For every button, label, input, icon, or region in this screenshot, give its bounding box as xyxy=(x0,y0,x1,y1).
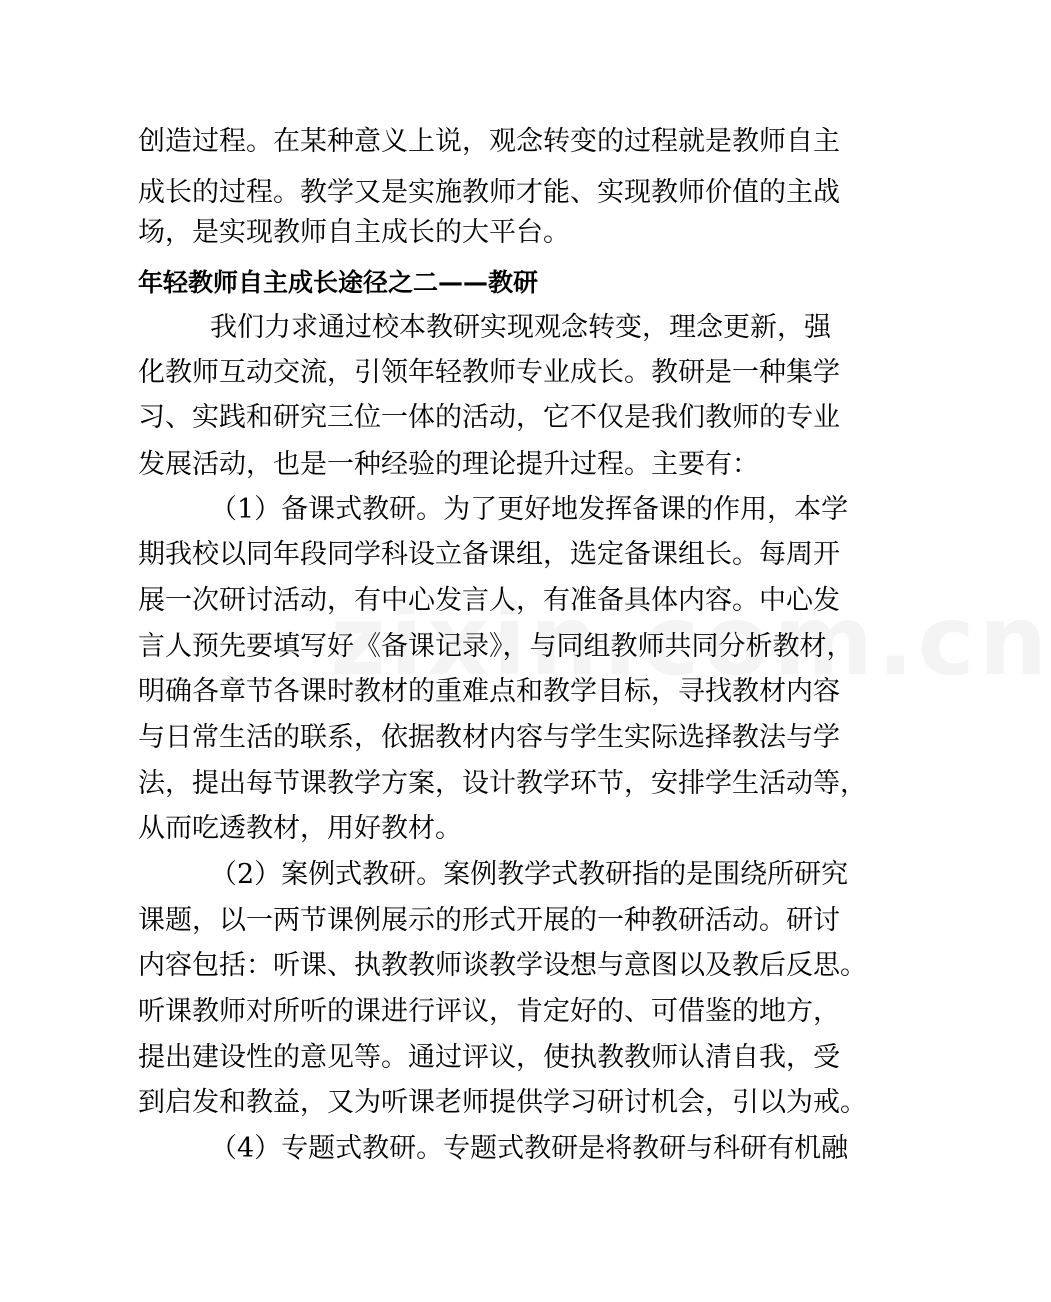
paragraph-line: 习、实践和研究三位一体的活动，它不仅是我们教师的专业 xyxy=(138,402,840,433)
paragraph-line: 场，是实现教师自主成长的大平台。 xyxy=(138,217,570,248)
paragraph-line: 从而吃透教材，用好教材。 xyxy=(138,813,462,844)
paragraph-line: 与日常生活的联系，依据教材内容与学生实际选择教法与学 xyxy=(138,722,840,753)
paragraph-line: （1）备课式教研。为了更好地发挥备课的作用，本学 xyxy=(210,494,849,525)
section-heading: 年轻教师自主成长途径之二——教研 xyxy=(138,268,539,297)
paragraph-line: 展一次研讨活动，有中心发言人，有准备具体内容。中心发 xyxy=(138,585,840,616)
paragraph-line: 课题，以一两节课例展示的形式开展的一种教研活动。研讨 xyxy=(138,905,840,936)
paragraph-line: 成长的过程。教学又是实施教师才能、实现教师价值的主战 xyxy=(138,177,840,208)
paragraph-line: 明确各章节各课时教材的重难点和教学目标，寻找教材内容 xyxy=(138,676,840,707)
paragraph-line: 到启发和教益，又为听课老师提供学习研讨机会，引以为戒。 xyxy=(138,1087,867,1118)
paragraph-line: 提出建设性的意见等。通过评议，使执教教师认清自我，受 xyxy=(138,1042,840,1073)
paragraph-line: 我们力求通过校本教研实现观念转变，理念更新，强 xyxy=(210,312,831,343)
paragraph-line: （4）专题式教研。专题式教研是将教研与科研有机融 xyxy=(210,1133,849,1164)
paragraph-line: 化教师互动交流，引领年轻教师专业成长。教研是一种集学 xyxy=(138,357,840,388)
paragraph-line: 发展活动，也是一种经验的理论提升过程。主要有： xyxy=(138,449,759,480)
paragraph-line: 内容包括：听课、执教教师谈教学设想与意图以及教后反思。 xyxy=(138,950,867,981)
paragraph-line: 法，提出每节课教学方案，设计教学环节，安排学生活动等， xyxy=(138,768,867,799)
paragraph-line: 创造过程。在某种意义上说，观念转变的过程就是教师自主 xyxy=(138,126,840,157)
paragraph-line: 言人预先要填写好《备课记录》，与同组教师共同分析教材， xyxy=(138,631,854,662)
paragraph-line: （2）案例式教研。案例教学式教研指的是围绕所研究 xyxy=(210,859,849,890)
paragraph-line: 听课教师对所听的课进行评议，肯定好的、可借鉴的地方， xyxy=(138,996,840,1027)
paragraph-line: 期我校以同年段同学科设立备课组，选定备课组长。每周开 xyxy=(138,539,840,570)
